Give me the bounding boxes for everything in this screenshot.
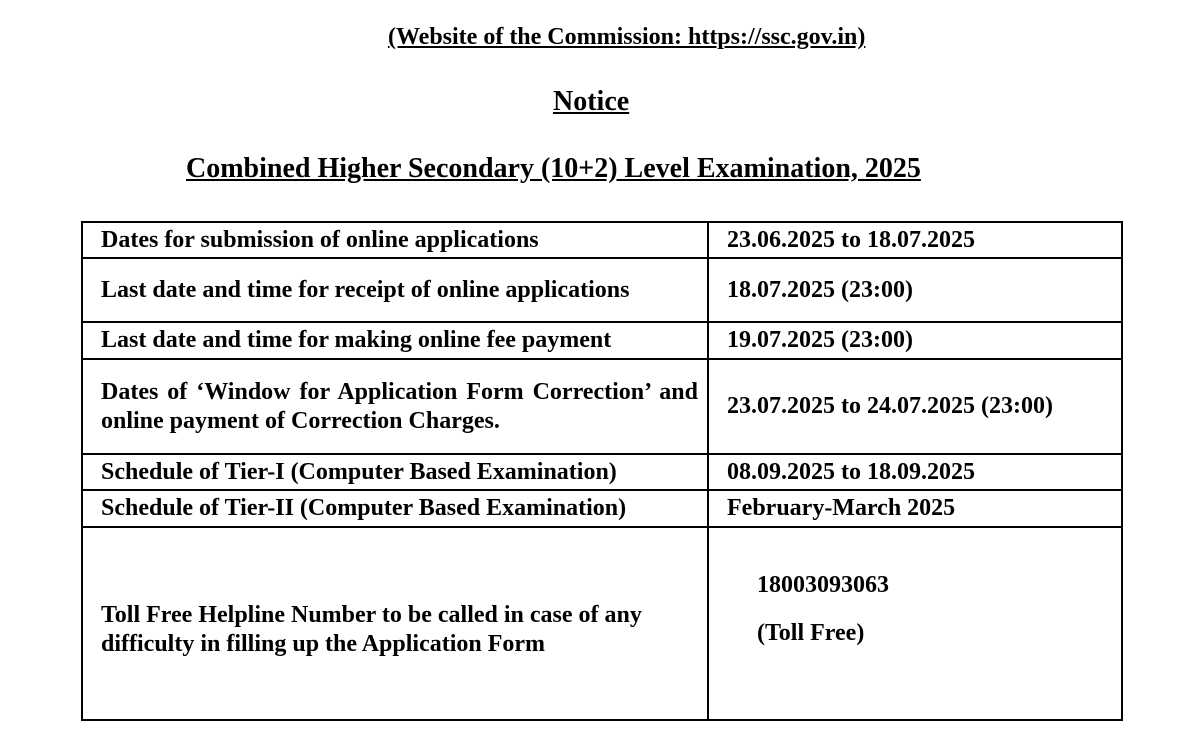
row-label-fee-payment: Last date and time for making online fee payment xyxy=(82,322,708,359)
row-label-tier1: Schedule of Tier-I (Computer Based Examination) xyxy=(82,454,708,490)
schedule-table xyxy=(81,221,1123,721)
exam-title: Combined Higher Secondary (10+2) Level Examination, 2025 xyxy=(186,153,921,184)
table-row xyxy=(82,490,1122,527)
row-value-correction-window: 23.07.2025 to 24.07.2025 (23:00) xyxy=(708,359,1122,454)
website-line: (Website of the Commission: https://ssc.gov.in) xyxy=(388,24,866,50)
row-label-last-date-receipt: Last date and time for receipt of online applications xyxy=(82,258,708,322)
helpline-number: 18003093063 xyxy=(757,571,889,598)
row-value-fee-payment: 19.07.2025 (23:00) xyxy=(708,322,1122,359)
helpline-label-cell xyxy=(82,527,708,720)
row-label-tier2: Schedule of Tier-II (Computer Based Examination) xyxy=(82,490,708,527)
table-row xyxy=(82,359,1122,454)
row-label-application-dates: Dates for submission of online applications xyxy=(82,222,708,258)
row-value-last-date-receipt: 18.07.2025 (23:00) xyxy=(708,258,1122,322)
row-value-application-dates: 23.06.2025 to 18.07.2025 xyxy=(708,222,1122,258)
table-row xyxy=(82,527,1122,720)
helpline-value-cell xyxy=(708,527,1122,720)
row-value-tier2: February-March 2025 xyxy=(708,490,1122,527)
helpline-label: Toll Free Helpline Number to be called in case of any difficulty in filling up the Application Form xyxy=(101,601,642,657)
helpline-note: (Toll Free) xyxy=(757,619,865,646)
row-label-correction-window: Dates of ‘Window for Application Form Correction’ and online payment of Correction Charges. xyxy=(82,359,708,454)
table-row xyxy=(82,454,1122,490)
table-row xyxy=(82,322,1122,359)
notice-heading: Notice xyxy=(553,86,630,117)
table-row xyxy=(82,222,1122,258)
row-value-tier1: 08.09.2025 to 18.09.2025 xyxy=(708,454,1122,490)
table-row xyxy=(82,258,1122,322)
